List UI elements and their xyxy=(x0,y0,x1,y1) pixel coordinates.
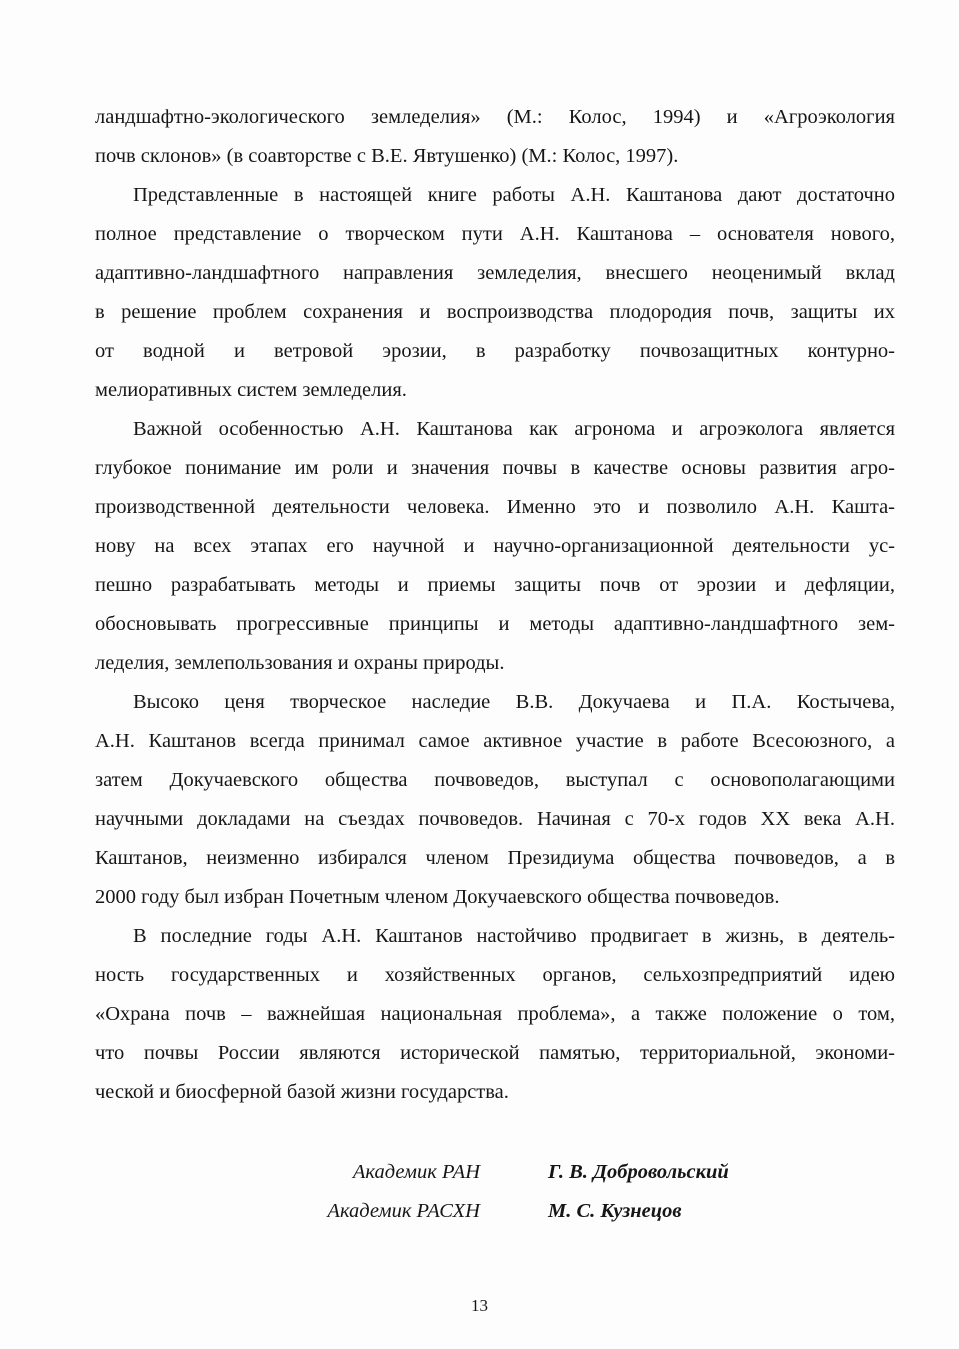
text-line: ческой и биосферной базой жизни государства. xyxy=(95,1081,509,1103)
signature-name: М. С. Кузнецов xyxy=(548,1200,682,1222)
text-line: Высоко ценя творческое наследие В.В. Докучаева и П.А. Костычева, xyxy=(133,691,895,713)
text-line: «Охрана почв – важнейшая национальная проблема», а также положение о том, xyxy=(95,1003,895,1025)
paragraph xyxy=(95,98,895,176)
page-number: 13 xyxy=(471,1296,488,1315)
text-line: леделия, землепользования и охраны природы. xyxy=(95,652,505,674)
text-line: нову на всех этапах его научной и научно-организационной деятельности ус- xyxy=(95,535,895,557)
text-line: мелиоративных систем земледелия. xyxy=(95,379,407,401)
signature-row xyxy=(300,1192,820,1231)
text-line: что почвы России являются исторической памятью, территориальной, экономи- xyxy=(95,1042,895,1064)
text-line: обосновывать прогрессивные принципы и методы адаптивно-ландшафтного зем- xyxy=(95,613,895,635)
text-line: Представленные в настоящей книге работы А.Н. Каштанова дают достаточно xyxy=(133,184,895,206)
signature-title: Академик РАСХН xyxy=(327,1200,480,1222)
paragraph xyxy=(95,410,895,683)
text-line: В последние годы А.Н. Каштанов настойчиво продвигает в жизнь, в деятель- xyxy=(133,925,895,947)
text-line: производственной деятельности человека. Именно это и позволило А.Н. Кашта- xyxy=(95,496,895,518)
text-line: ность государственных и хозяйственных органов, сельхозпредприятий идею xyxy=(95,964,895,986)
text-line: Каштанов, неизменно избирался членом Президиума общества почвоведов, а в xyxy=(95,847,895,869)
signature-row xyxy=(300,1153,820,1192)
text-line: почв склонов» (в соавторстве с В.Е. Явтушенко) (М.: Колос, 1997). xyxy=(95,145,679,167)
text-line: А.Н. Каштанов всегда принимал самое активное участие в работе Всесоюзного, а xyxy=(95,730,895,752)
paragraph xyxy=(95,176,895,410)
signature-name: Г. В. Добровольский xyxy=(548,1161,729,1183)
paragraph xyxy=(95,917,895,1112)
text-line: 2000 году был избран Почетным членом Докучаевского общества почвоведов. xyxy=(95,886,780,908)
text-line: Важной особенностью А.Н. Каштанова как агронома и агроэколога является xyxy=(133,418,895,440)
text-line: ландшафтно-экологического земледелия» (М.: Колос, 1994) и «Агроэкология xyxy=(95,106,895,128)
text-line: затем Докучаевского общества почвоведов, выступал с основополагающими xyxy=(95,769,895,791)
text-line: в решение проблем сохранения и воспроизводства плодородия почв, защиты их xyxy=(95,301,895,323)
text-line: адаптивно-ландшафтного направления земледелия, внесшего неоценимый вклад xyxy=(95,262,895,284)
signature-block xyxy=(300,1153,820,1231)
text-line: пешно разрабатывать методы и приемы защиты почв от эрозии и дефляции, xyxy=(95,574,895,596)
signature-title: Академик РАН xyxy=(352,1161,480,1183)
text-line: научными докладами на съездах почвоведов. Начиная с 70-х годов XX века А.Н. xyxy=(95,808,895,830)
text-line: полное представление о творческом пути А.Н. Каштанова – основателя нового, xyxy=(95,223,895,245)
body-text xyxy=(95,98,895,1112)
text-line: от водной и ветровой эрозии, в разработку почвозащитных контурно- xyxy=(95,340,895,362)
text-line: глубокое понимание им роли и значения почвы в качестве основы развития агро- xyxy=(95,457,895,479)
paragraph xyxy=(95,683,895,917)
